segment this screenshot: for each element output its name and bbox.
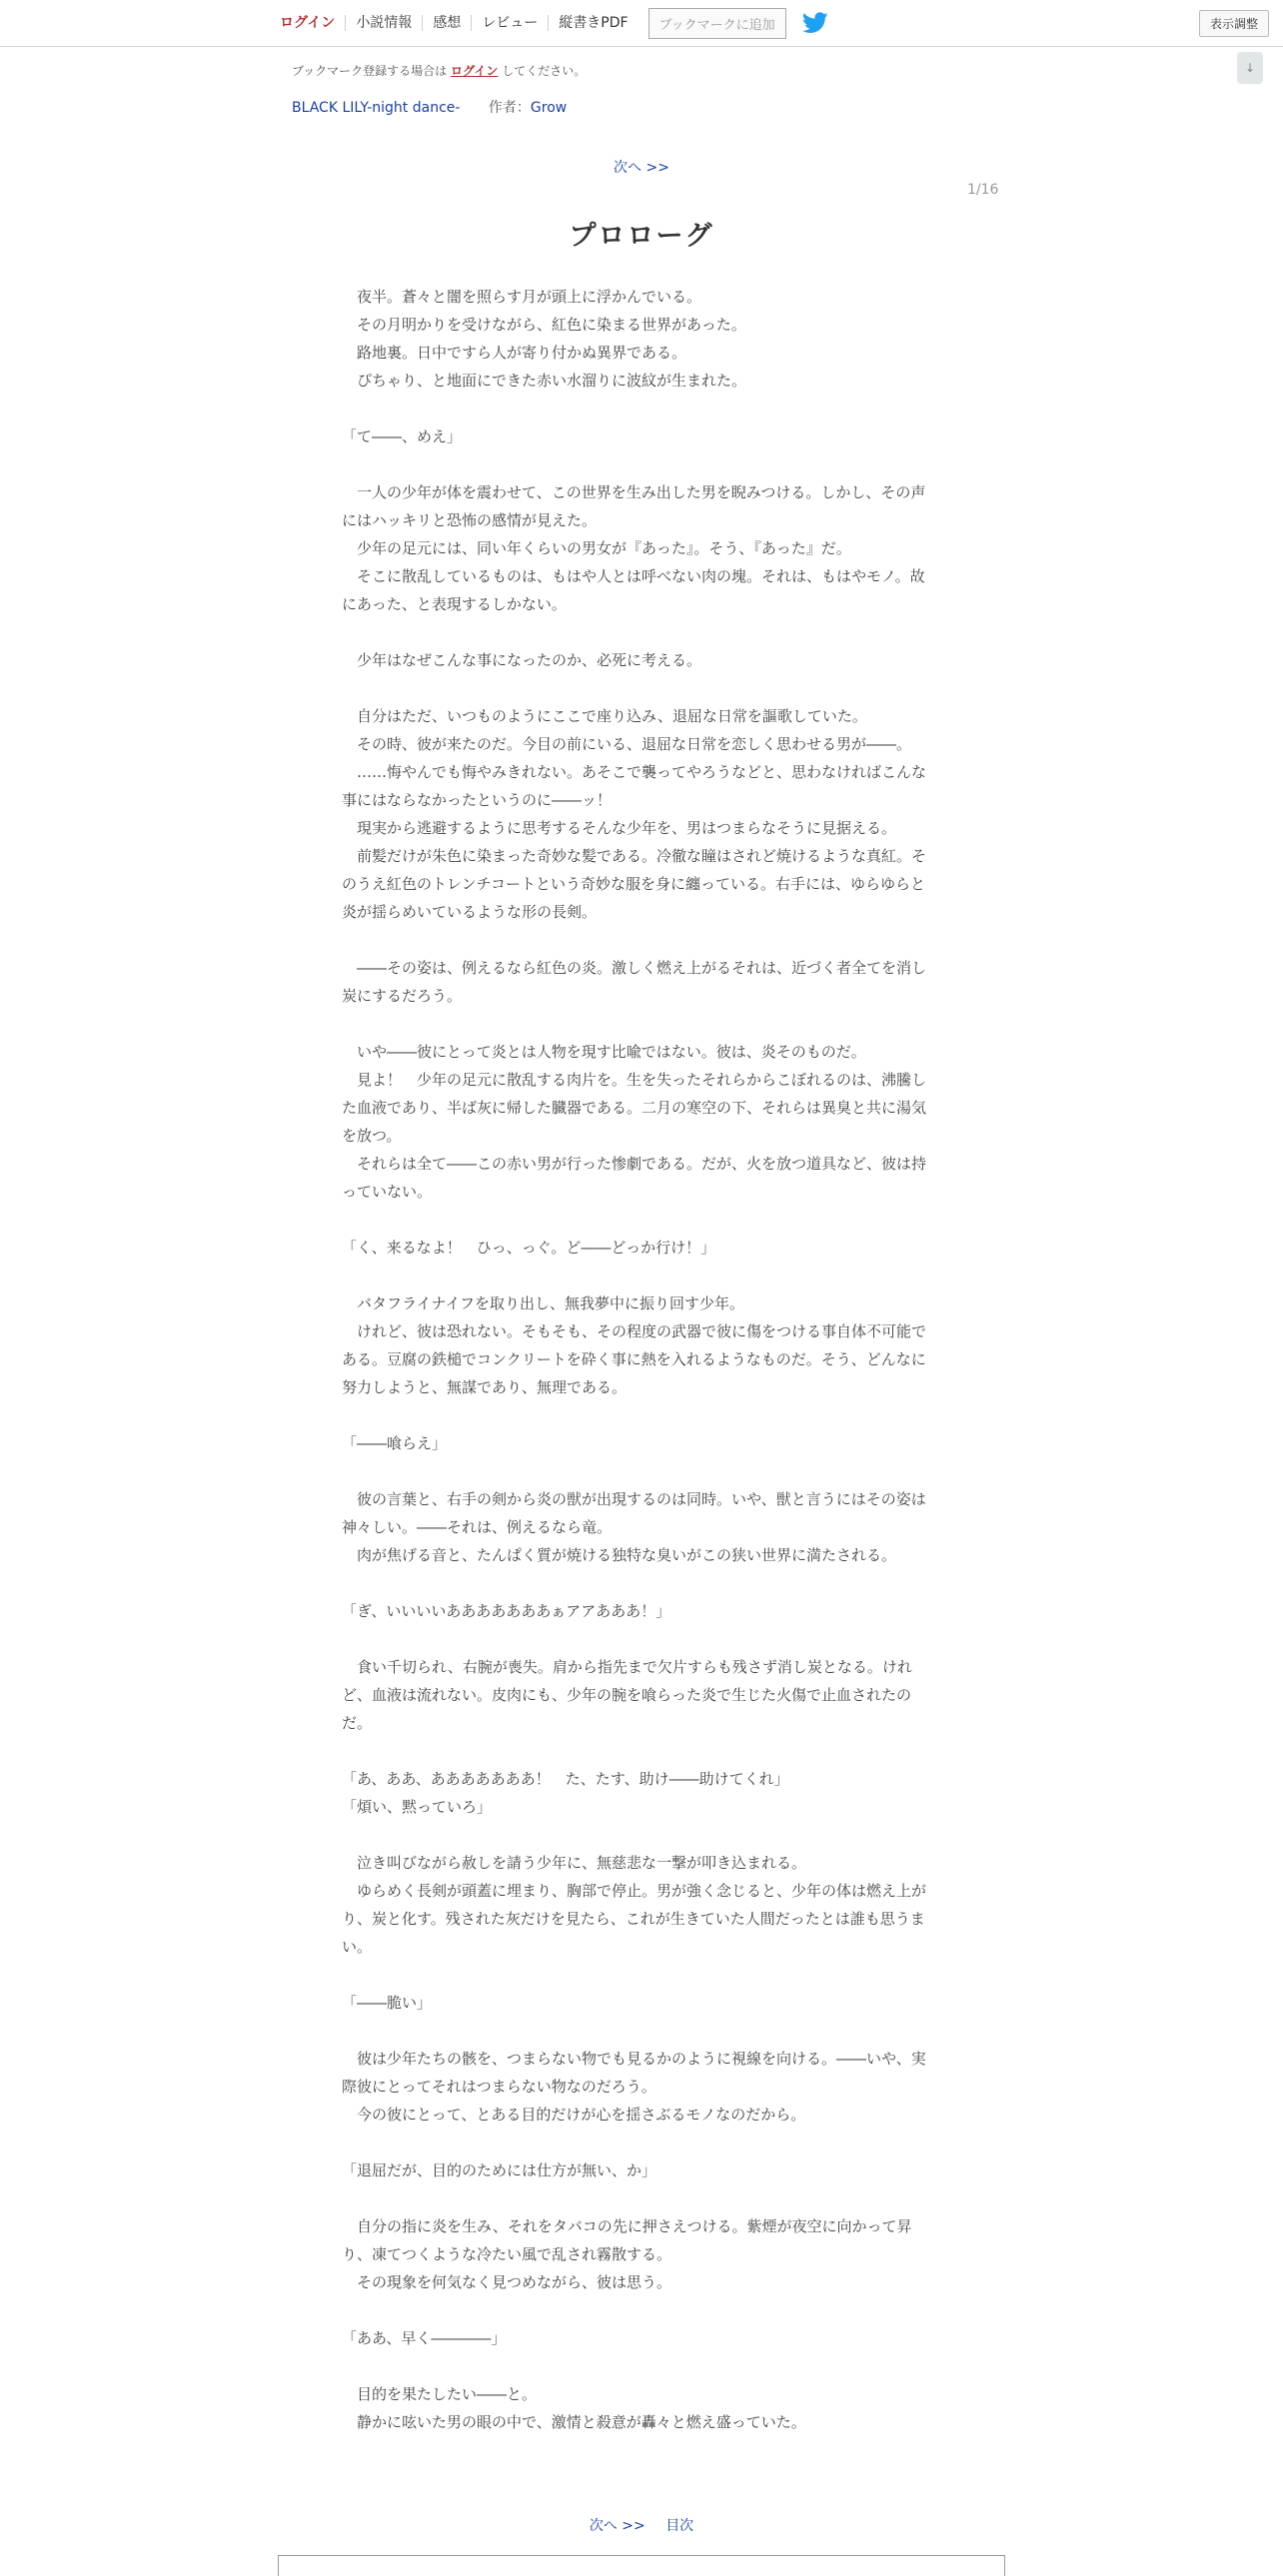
novel-paragraph: 「あ、ああ、あああああああ！ た、たす、助け――助けてくれ」 [342, 1770, 789, 1788]
novel-info-link[interactable]: 小説情報 [346, 15, 423, 31]
novel-paragraph: 少年の足元には、同い年くらいの男女が『あった』。そう、『あった』だ。 [342, 539, 851, 557]
novel-paragraph [342, 1262, 935, 1289]
novel-paragraph [342, 1961, 935, 1989]
novel-paragraph: ぴちゃり、と地面にできた赤い水溜りに波紋が生まれた。 [342, 372, 747, 390]
novel-paragraph [342, 1206, 935, 1234]
novel-paragraph: 「――喰らえ」 [342, 1434, 448, 1452]
vertical-pdf-link[interactable]: 縦書きPDF [559, 15, 629, 31]
novel-paragraph: ゆらめく長剣が頭蓋に埋まり、胸部で停止。男が強く念じると、少年の体は燃え上がり、炭と化す。残された灰だけを見たら、これが生きていた人間だったとは誰も思うまい。 [342, 1882, 927, 1956]
novel-paragraph: 「ああ、早く――――」 [342, 2329, 507, 2347]
footer-navigation [0, 2515, 1283, 2535]
notice-text-after: してください。 [502, 64, 587, 78]
novel-body [342, 283, 935, 2436]
novel-paragraph: いや――彼にとって炎とは人物を現す比喩ではない。彼は、炎そのものだ。 [342, 1043, 866, 1061]
next-page-link-top[interactable]: 次へ >> [614, 160, 669, 176]
chapter-title: プロローグ [569, 221, 714, 252]
novel-paragraph [342, 1625, 935, 1653]
novel-paragraph: 食い千切られ、右腕が喪失。肩から指先まで欠片すらも残さず消し炭となる。けれど、血液は流れない。皮肉にも、少年の腕を喰らった炎で生じた火傷で止血されたのだ。 [342, 1658, 912, 1732]
novel-paragraph: 路地裏。日中ですら人が寄り付かぬ異界である。 [342, 344, 687, 362]
novel-paragraph [342, 926, 935, 954]
notice-login-link[interactable]: ログイン [451, 64, 499, 78]
novel-paragraph: 彼は少年たちの骸を、つまらない物でも見るかのように視線を向ける。――いや、実際彼にとってそれはつまらない物なのだろう。 [342, 2050, 926, 2096]
novel-paragraph: 少年はなぜこんな事になったのか、必死に考える。 [342, 651, 702, 669]
novel-paragraph: そこに散乱しているものは、もはや人とは呼べない肉の塊。それは、もはやモノ。故にあった、と表現するしかない。 [342, 567, 925, 613]
table-of-contents-link[interactable]: 目次 [665, 2518, 694, 2534]
novel-paragraph [342, 674, 935, 702]
bookmark-login-notice [292, 62, 586, 79]
display-settings-button[interactable]: 表示調整 [1199, 10, 1269, 37]
novel-paragraph: その月明かりを受けながら、紅色に染まる世界があった。 [342, 316, 746, 334]
novel-paragraph [342, 395, 935, 423]
novel-paragraph: 前髪だけが朱色に染まった奇妙な髪である。冷徹な瞳はされど焼けるような真紅。そのうえ紅色のトレンチコートという奇妙な服を身に纏っている。右手には、ゆらゆらと炎が揺らめいているような形の長剣。 [342, 847, 927, 921]
novel-paragraph: バタフライナイフを取り出し、無我夢中に振り回す少年。 [342, 1294, 745, 1312]
novel-paragraph [342, 2184, 935, 2212]
novel-paragraph: 目的を果たしたい――と。 [342, 2385, 538, 2403]
novel-paragraph: 彼の言葉と、右手の剣から炎の獣が出現するのは同時。いや、獣と言うにはその姿は神々しい。――それは、例えるなら竜。 [342, 1490, 926, 1536]
novel-paragraph: 「煩い、黙っていろ」 [342, 1798, 493, 1816]
novel-paragraph: ……悔やんでも悔やみきれない。あそこで襲ってやろうなどと、思わなければこんな事にはならなかったというのに――ッ！ [342, 763, 927, 809]
arrow-down-icon: ↓ [1244, 61, 1256, 75]
notice-text-before: ブックマーク登録する場合は [292, 64, 448, 78]
novel-paragraph: 「て――、めえ」 [342, 428, 463, 445]
novel-paragraph: 静かに呟いた男の眼の中で、激情と殺意が轟々と燃え盛っていた。 [342, 2413, 806, 2431]
novel-paragraph: 見よ！ 少年の足元に散乱する肉片を。生を失ったそれらからこぼれるのは、沸騰した血液であり、半ば灰に帰した臓器である。二月の寒空の下、それらは異臭と共に湯気を放つ。 [342, 1071, 927, 1145]
twitter-bird-icon[interactable] [802, 12, 828, 34]
novel-paragraph: 「退屈だが、目的のためには仕方が無い、か」 [342, 2161, 657, 2179]
novel-paragraph: それらは全て――この赤い男が行った惨劇である。だが、火を放つ道具など、彼は持っていない。 [342, 1155, 927, 1201]
novel-title-link[interactable]: BLACK LILY-night dance- [292, 100, 461, 116]
nav-links [272, 0, 828, 46]
novel-paragraph [342, 2129, 935, 2156]
novel-paragraph: けれど、彼は恐れない。そもそも、その程度の武器で彼に傷をつける事自体不可能である。豆腐の鉄槌でコンクリートを砕く事に熱を入れるようなものだ。そう、どんなに努力しようと、無謀であり、無理である。 [342, 1322, 927, 1396]
novel-paragraph [342, 2352, 935, 2380]
novel-paragraph [342, 1010, 935, 1038]
impressions-link[interactable]: 感想 [423, 15, 472, 31]
novel-paragraph: 肉が焦げる音と、たんぱく質が焼ける独特な臭いがこの狭い世界に満たされる。 [342, 1546, 897, 1564]
top-navigation-bar [0, 0, 1283, 47]
novel-paragraph [342, 450, 935, 478]
review-link[interactable]: レビュー [472, 15, 549, 31]
novel-paragraph: 自分はただ、いつものようにここで座り込み、退屈な日常を謳歌していた。 [342, 707, 867, 725]
novel-paragraph [342, 1821, 935, 1849]
novel-paragraph [342, 1401, 935, 1429]
novel-paragraph [342, 2296, 935, 2324]
novel-meta [292, 97, 567, 117]
novel-paragraph: 自分の指に炎を生み、それをタバコの先に押さえつける。紫煙が夜空に向かって昇り、凍てつくような冷たい風で乱され霧散する。 [342, 2217, 912, 2263]
novel-paragraph: 泣き叫びながら赦しを請う少年に、無慈悲な一撃が叩き込まれる。 [342, 1854, 807, 1872]
novel-paragraph: その時、彼が来たのだ。今目の前にいる、退屈な日常を恋しく思わせる男が――。 [342, 735, 912, 753]
scroll-down-button[interactable] [1237, 52, 1263, 84]
novel-paragraph: 今の彼にとって、とある目的だけが心を揺さぶるモノなのだから。 [342, 2106, 806, 2124]
novel-paragraph: 一人の少年が体を震わせて、この世界を生み出した男を睨みつける。しかし、その声にはハッキリと恐怖の感情が見えた。 [342, 483, 926, 529]
novel-paragraph: 現実から逃避するように思考するそんな少年を、男はつまらなそうに見据える。 [342, 819, 897, 837]
novel-paragraph: ――その姿は、例えるなら紅色の炎。激しく燃え上がるそれは、近づく者全てを消し炭にするだろう。 [342, 959, 927, 1005]
author-label: 作者： [488, 100, 531, 116]
author-link[interactable]: Grow [530, 100, 568, 116]
page-number: 1/16 [967, 182, 999, 198]
novel-paragraph: その現象を何気なく見つめながら、彼は思う。 [342, 2273, 672, 2291]
novel-paragraph: 夜半。蒼々と闇を照らす月が頭上に浮かんでいる。 [342, 288, 702, 306]
novel-paragraph: 「――脆い」 [342, 1994, 433, 2012]
login-link[interactable]: ログイン [272, 15, 346, 31]
novel-paragraph [342, 1737, 935, 1765]
novel-paragraph: 「く、来るなよ！ ひっ、っぐ。ど――どっか行け！」 [342, 1239, 716, 1257]
novel-paragraph [342, 618, 935, 646]
novel-paragraph: 「ぎ、いいいいあああああああぁアアあああ！」 [342, 1602, 671, 1620]
add-bookmark-button[interactable]: ブックマークに追加 [648, 8, 786, 39]
bottom-panel [278, 2555, 1005, 2576]
novel-paragraph [342, 1569, 935, 1597]
novel-paragraph [342, 1457, 935, 1485]
next-page-link-bottom[interactable]: 次へ >> [589, 2518, 645, 2534]
novel-paragraph [342, 2017, 935, 2045]
